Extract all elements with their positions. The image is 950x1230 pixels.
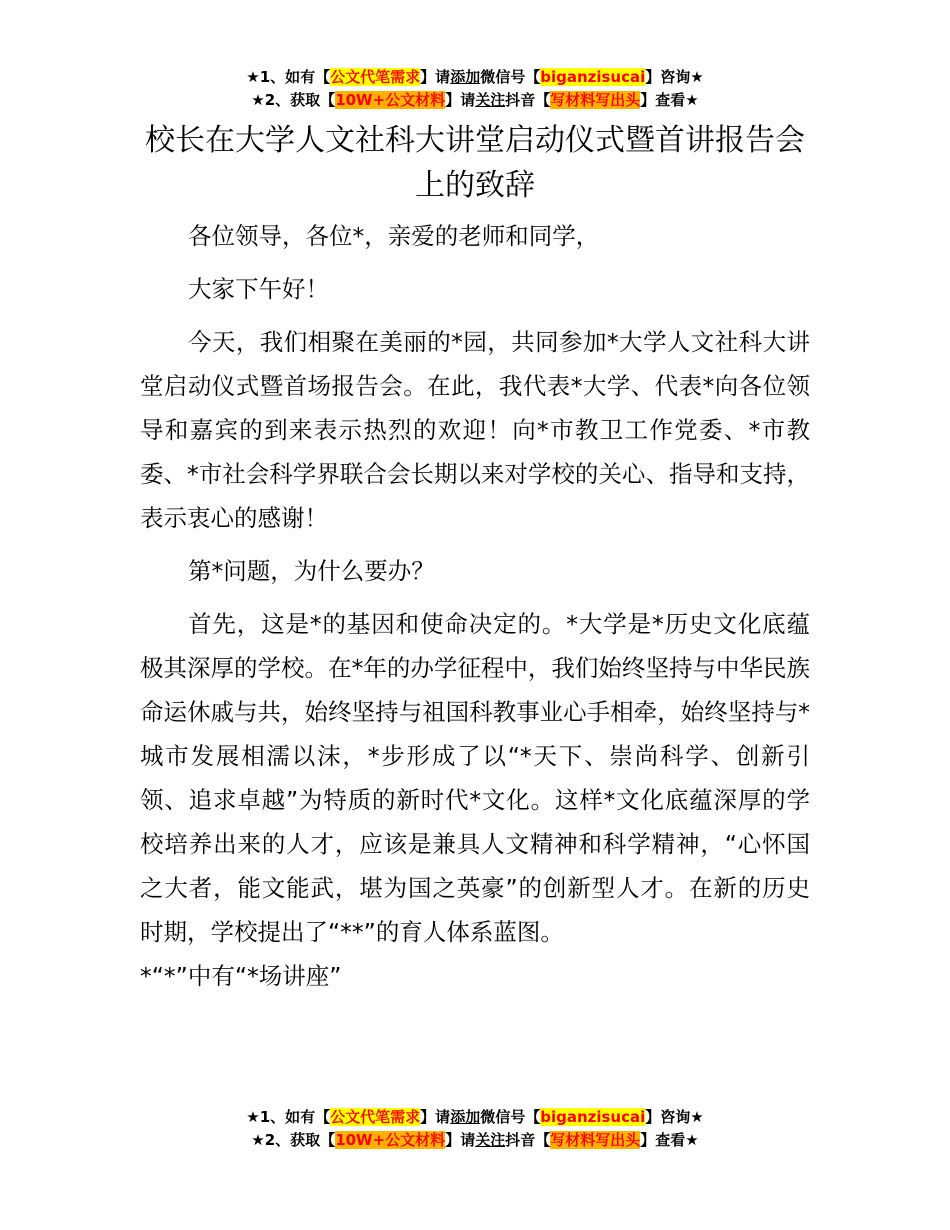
promo-line-1: ★1、如有【公文代笔需求】请添加微信号【biganzisucai】咨询★	[246, 68, 704, 86]
salutation: 各位领导，各位*，亲爱的老师和同学，	[188, 222, 600, 250]
highlight-wechat-id: biganzisucai	[540, 68, 646, 86]
paragraph: 首先，这是*的基因和使命决定的。*大学是*历史文化底蕴极其深厚的学校。在*年的办学征程中，我们始终坚持与中华民族命运休戚与共，始终坚持与祖国科教事业心手相牵，始终坚持与*城市发展相濡以沫，*步形成了以“*天下、崇尚科学、创新引领、追求卓越”为特质的新时代*文化。这样*文化底蕴深厚的学校培养出来的人才，应该是兼具人文精神和科学精神，“心怀国之大者，能文能武，堪为国之英豪”的创新型人才。在新的历史时期，学校提出了“**”的育人体系蓝图。	[140, 610, 810, 946]
highlight-materials: 10W+公文材料	[335, 91, 446, 109]
highlight-douyin: 写材料写出头	[550, 1131, 641, 1149]
highlight-materials: 10W+公文材料	[335, 1131, 446, 1149]
promo-line-1: ★1、如有【公文代笔需求】请添加微信号【biganzisucai】咨询★	[246, 1108, 704, 1126]
document-title: 校长在大学人文社科大讲堂启动仪式暨首讲报告会上的致辞	[145, 123, 805, 203]
highlight-douyin: 写材料写出头	[550, 91, 641, 109]
highlight-ghostwriting: 公文代笔需求	[330, 68, 421, 86]
promo-line-2: ★2、获取【10W+公文材料】请关注抖音【写材料写出头】查看★	[251, 1131, 699, 1149]
highlight-wechat-id: biganzisucai	[540, 1108, 646, 1126]
paragraph-continuation: *“*”中有“*场讲座”	[140, 962, 342, 990]
highlight-ghostwriting: 公文代笔需求	[330, 1108, 421, 1126]
promo-banner-bottom	[0, 1106, 950, 1152]
promo-banner-top	[0, 66, 950, 112]
paragraph: 今天，我们相聚在美丽的*园，共同参加*大学人文社科大讲堂启动仪式暨首场报告会。在此，我代表*大学、代表*向各位领导和嘉宾的到来表示热烈的欢迎！向*市教卫工作党委、*市教委、*市社会科学界联合会长期以来对学校的关心、指导和支持，表示衷心的感谢！	[140, 328, 810, 532]
greeting: 大家下午好！	[188, 275, 329, 303]
promo-line-2: ★2、获取【10W+公文材料】请关注抖音【写材料写出头】查看★	[251, 91, 699, 109]
document-body	[140, 214, 810, 1007]
section-heading: 第*问题，为什么要办？	[188, 557, 435, 585]
